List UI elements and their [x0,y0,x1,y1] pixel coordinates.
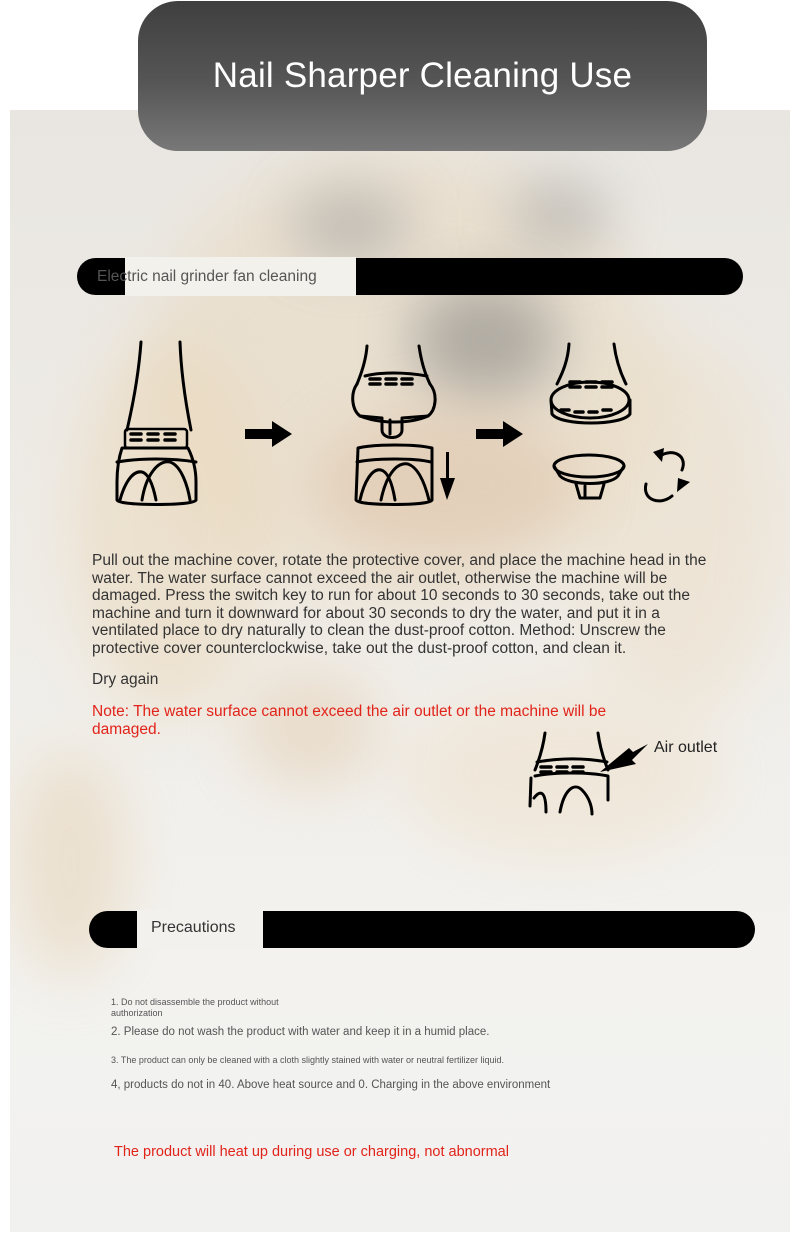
precaution-item: 4, products do not in 40. Above heat source and 0. Charging in the above environment [111,1079,551,1091]
title-banner [138,1,707,151]
heat-warning: The product will heat up during use or charging, not abnormal [114,1144,509,1160]
precaution-item: 2. Please do not wash the product with water and keep it in a humid place. [111,1026,490,1038]
page-title: Nail Sharper Cleaning Use [212,56,633,95]
air-outlet-label: Air outlet [654,739,718,756]
section-heading-precautions: Precautions [151,919,236,936]
precaution-item: 3. The product can only be cleaned with a cloth slightly stained with water or neutral fertilizer liquid. [111,1055,505,1065]
cleaning-instructions: Pull out the machine cover, rotate the protective cover, and place the machine head in the water. The water surface cannot exceed the air outlet, otherwise the machine will be damaged. Press the switch key to run for about 10 seconds to 30 seconds, take out the machine and turn it downward for about 30 seconds to dry the water, and put it in a ventilated place to dry naturally to clean the dust-proof cotton. Method: Unscrew the protective cover counterclockwise, take out the dust-proof cotton, and clean it. [92,552,707,657]
section-heading-cleaning: Electric nail grinder fan cleaning [97,268,317,285]
precaution-item: 1. Do not disassemble the product without authorization [111,997,279,1018]
damage-note: Note: The water surface cannot exceed the air outlet or the machine will be damaged. [92,703,607,738]
dry-again-text: Dry again [92,671,159,688]
